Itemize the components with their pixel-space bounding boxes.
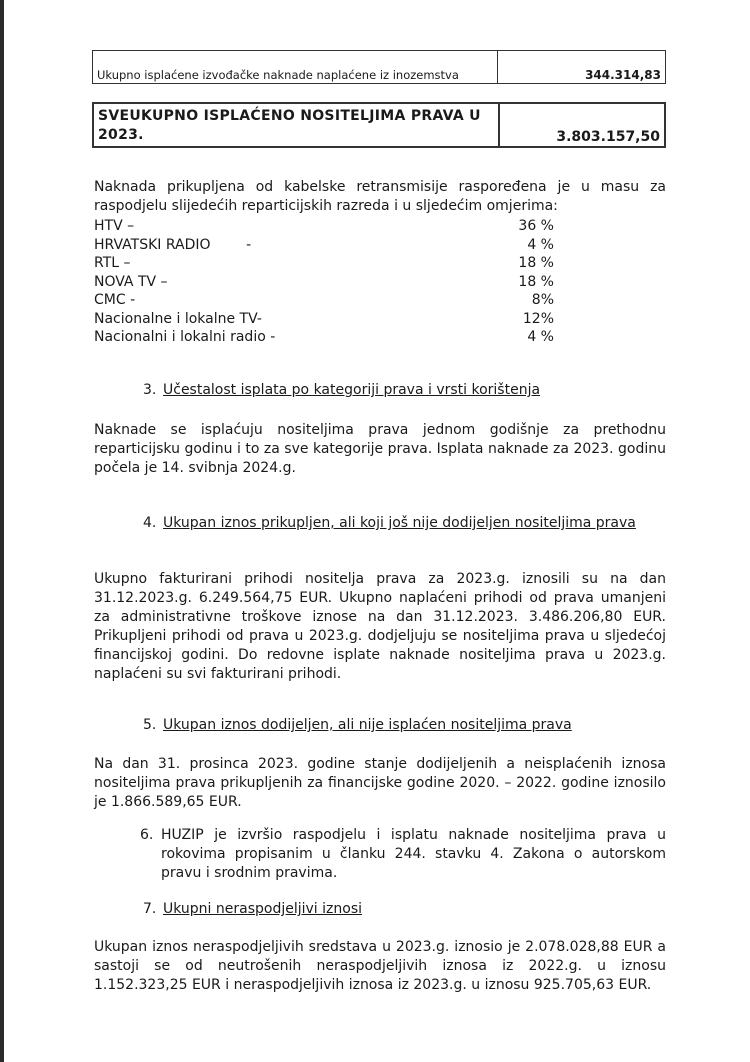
section-title: Učestalost isplata po kategoriji prava i vrsti korištenja [163,382,541,398]
list-item [94,310,554,329]
distribution-name: NOVA TV – [94,273,168,290]
list-item [94,217,554,236]
list-item [94,254,554,273]
section-number: 7. [143,901,157,917]
distribution-name: RTL – [94,255,131,271]
distribution-name: CMC - [94,292,136,308]
distribution-percent: 36 % [518,218,554,234]
distribution-name: Nacionalne i lokalne TV- [94,310,262,327]
distribution-percent: 8% [531,292,554,308]
list-item [94,273,554,292]
distribution-percent: 18 % [518,255,554,271]
table-row [93,51,666,84]
section-3-heading [143,381,643,400]
foreign-fees-label: Ukupno isplaćene izvođačke naknade naplaćene iz inozemstva [93,51,498,84]
intro-paragraph: Naknada prikupljena od kabelske retransmisije raspoređena je u masu za raspodjelu slijedećih reparticijskih razreda i u sljedećim omjerima: [94,179,666,214]
section-number: 3. [143,382,157,398]
list-item [94,236,554,255]
section-4-body: Ukupno fakturirani prihodi nositelja prava za 2023.g. iznosili su na dan 31.12.2023.g. 6.249.564,75 EUR. Ukupno naplaćeni prihodi od prava umanjeni za administrativne troškove iznose na dan 31.12.2023. 3.486.206,80 EUR. Prikupljeni prihodi od prava u 2023.g. dodjeljuju se nositeljima prava u sljedećoj financijskoj godini. Do redovne isplate naknade nositeljima prava u 2023.g. naplaćeni su svi fakturirani prihodi. [94,571,666,682]
section-3-body: Naknade se isplaćuju nositeljima prava jednom godišnje za prethodnu reparticijsku godinu i to za sve kategorije prava. Isplata naknade za 2023. godinu počela je 14. svibnja 2024.g. [94,422,666,476]
distribution-name: HRVATSKI RADIO - [94,236,252,253]
distribution-name: HTV – [94,218,135,234]
total-paid-table [92,102,666,148]
section-6-item [140,826,666,883]
total-paid-label: SVEUKUPNO ISPLAĆENO NOSITELJIMA PRAVA U 2023. [93,103,499,147]
list-item [94,328,554,347]
distribution-percent: 4 % [527,236,554,253]
distribution-percent: 18 % [518,273,554,290]
section-7-heading [143,900,643,919]
table-row [93,103,665,147]
section-6-text: HUZIP je izvršio raspodjelu i isplatu naknade nositeljima prava u rokovima propisanim u članku 244. stavku 4. Zakona o autorskom pravu i srodnim pravima. [161,827,666,881]
scan-edge [0,0,4,1062]
section-4-heading [143,514,643,552]
distribution-percent: 4 % [527,329,554,345]
section-title: Ukupan iznos prikupljen, ali koji još nije dodijeljen nositeljima prava [163,515,636,531]
section-5-body: Na dan 31. prosinca 2023. godine stanje dodijeljenih a neisplaćenih iznosa nositeljima prava prikupljenih za financijske godine 2020. – 2022. godine iznosilo je 1.866.589,65 EUR. [94,756,666,810]
section-title: Ukupan iznos dodijeljen, ali nije isplaćen nositeljima prava [163,717,572,733]
section-title: Ukupni neraspodjeljivi iznosi [163,901,363,917]
section-number: 5. [143,717,157,733]
foreign-fees-value: 344.314,83 [498,51,666,84]
section-5-heading [143,716,643,735]
distribution-list [94,217,554,347]
list-item [94,291,554,310]
section-number: 4. [143,515,157,531]
foreign-fees-table [92,50,666,84]
section-number: 6. [140,827,154,843]
distribution-percent: 12% [522,310,554,327]
distribution-name: Nacionalni i lokalni radio - [94,329,276,345]
total-paid-value: 3.803.157,50 [499,103,665,147]
section-7-body: Ukupan iznos neraspodjeljivih sredstava u 2023.g. iznosio je 2.078.028,88 EUR a sastoji se od neutrošenih neraspodjeljivih iznosa iz 2022.g. u iznosu 1.152.323,25 EUR i neraspodjeljivih iznosa iz 2023.g. u iznosu 925.705,63 EUR. [94,939,666,993]
